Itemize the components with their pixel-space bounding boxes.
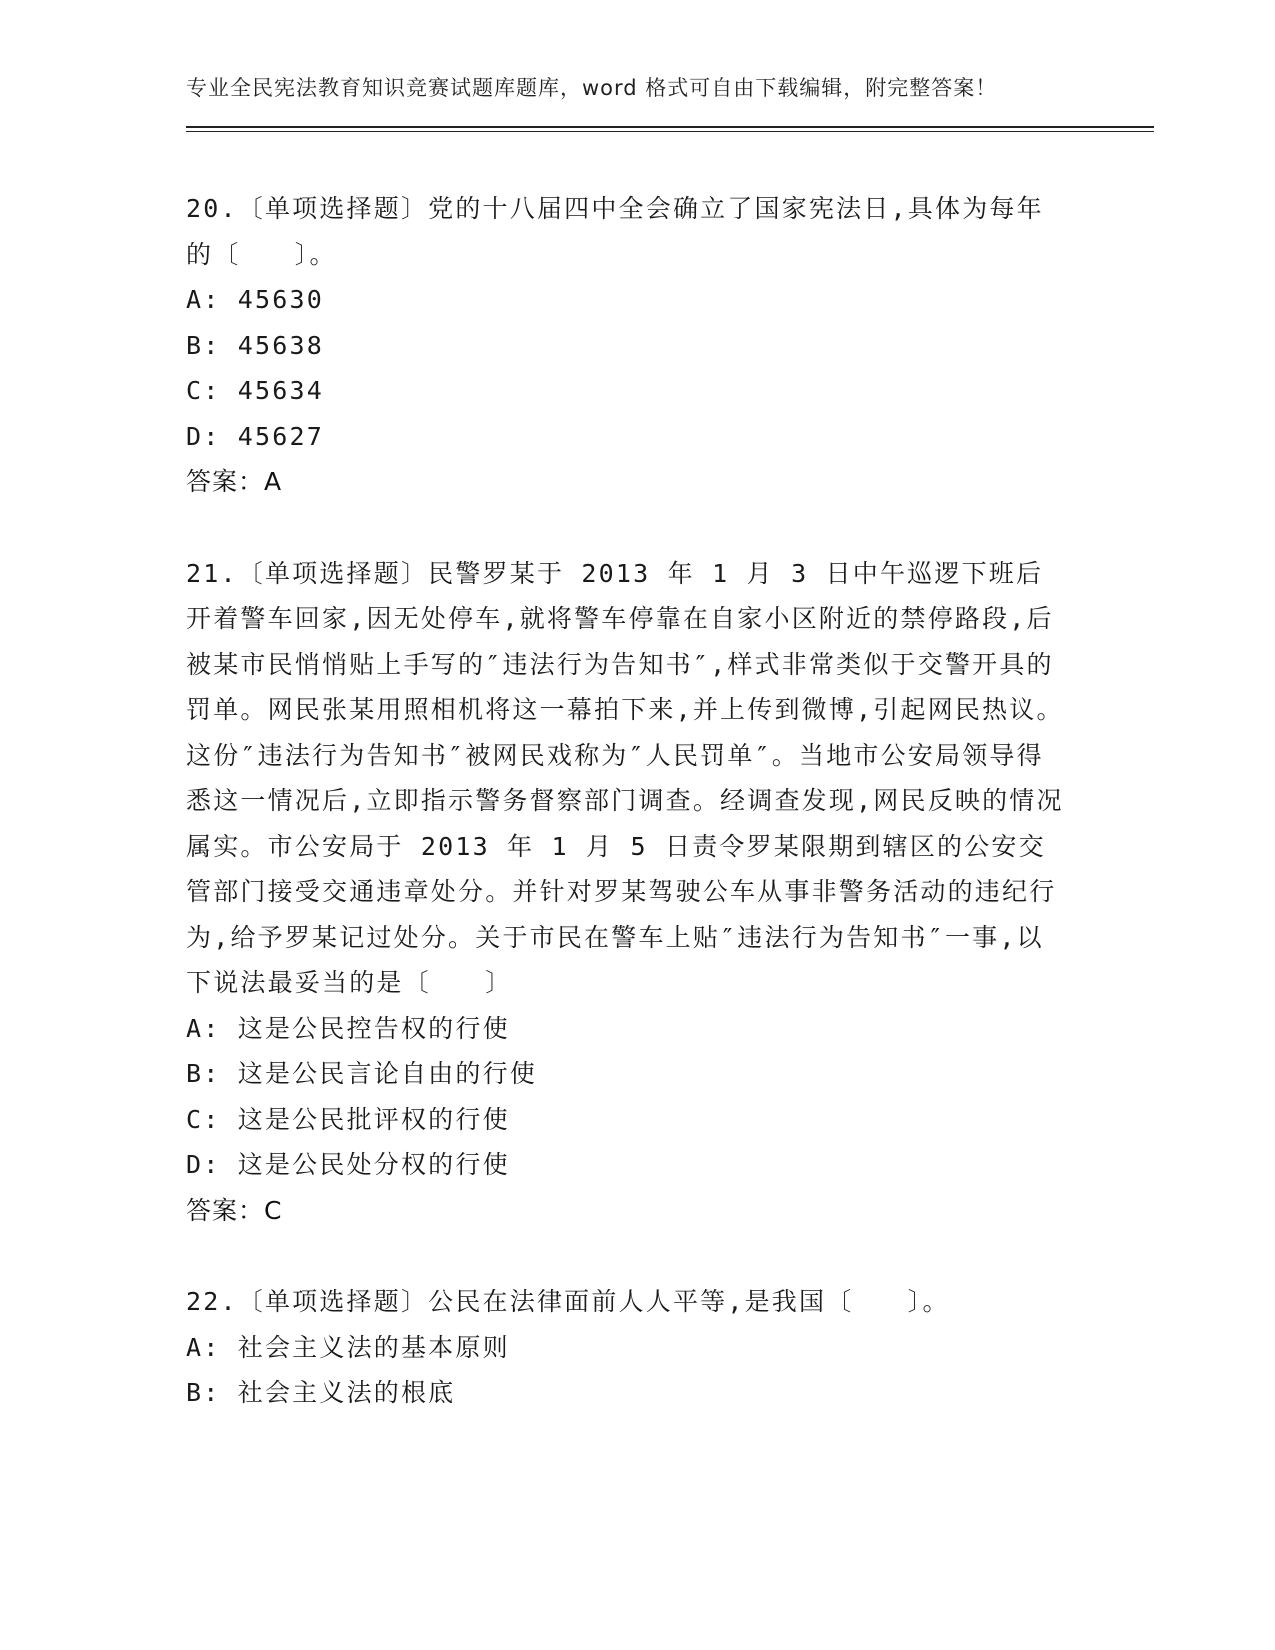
option-letter: D: [186, 421, 238, 451]
option-text: 45638 [237, 330, 325, 360]
question-list [186, 186, 1151, 1416]
option-letter: A: [186, 285, 238, 314]
option-text: 社会主义法的根底 [237, 1378, 456, 1407]
option-text: 45627 [237, 421, 325, 451]
header-rule-thick [186, 126, 1154, 128]
option-letter: D: [186, 1150, 238, 1179]
option-text: 这是公民控告权的行使 [237, 1013, 510, 1043]
option-text: 社会主义法的基本原则 [237, 1332, 510, 1362]
question-21 [186, 551, 1151, 1234]
answer-line: 答案：C [186, 1195, 283, 1225]
document-header-title: 专业全民宪法教育知识竞赛试题库题库，word 格式可自由下载编辑，附完整答案！ [186, 76, 998, 100]
question-20 [186, 186, 1151, 505]
question-stem: 21.〔单项选择题〕民警罗某于 2013 年 1 月 3 日中午巡逻下班后开着警车回家,因无处停车,就将警车停靠在自家小区附近的禁停路段,后被某市民悄悄贴上手写的″违法行为告知书″,样式非常类似于交警开具的罚单。网民张某用照相机将这一幕拍下来,并上传到微博,引起网民热议。这份″违法行为告知书″被网民戏称为″人民罚单″。当地市公安局领导得悉这一情况后,立即指示警务督察部门调查。经调查发现,网民反映的情况属实。市公安局于 2013 年 1 月 5 日责令罗某限期到辖区的公安交管部门接受交通违章处分。并针对罗某驾驶公车从事非警务活动的违纪行为,给予罗某记过处分。关于市民在警车上贴″违法行为告知书″一事,以下说法最妥当的是〔 〕 [186, 558, 1064, 997]
option-letter: B: [186, 1059, 238, 1088]
option-a [186, 1006, 1151, 1052]
option-text: 这是公民处分权的行使 [237, 1150, 510, 1179]
option-a [186, 1325, 1151, 1371]
option-b [186, 323, 1151, 369]
option-text: 这是公民批评权的行使 [237, 1104, 510, 1134]
option-text: 45630 [237, 285, 325, 314]
option-a [186, 277, 1151, 323]
option-c [186, 1097, 1151, 1143]
option-c [186, 368, 1151, 414]
option-b [186, 1051, 1151, 1097]
option-letter: B: [186, 1378, 238, 1407]
option-text: 45634 [237, 376, 325, 405]
question-22 [186, 1279, 1151, 1416]
option-b [186, 1370, 1151, 1416]
option-letter: A: [186, 1332, 238, 1362]
option-d [186, 1142, 1151, 1188]
question-stem: 20.〔单项选择题〕党的十八届四中全会确立了国家宪法日,具体为每年的〔 〕。 [186, 194, 1044, 269]
option-letter: A: [186, 1013, 238, 1043]
question-stem: 22.〔单项选择题〕公民在法律面前人人平等,是我国〔 〕。 [186, 1287, 950, 1316]
header-rule-thin [186, 131, 1154, 132]
option-text: 这是公民言论自由的行使 [237, 1059, 537, 1088]
answer-line: 答案：A [186, 467, 283, 496]
document-page [186, 72, 1151, 1462]
option-letter: B: [186, 330, 238, 360]
option-d [186, 414, 1151, 460]
option-letter: C: [186, 1104, 238, 1134]
option-letter: C: [186, 376, 238, 405]
